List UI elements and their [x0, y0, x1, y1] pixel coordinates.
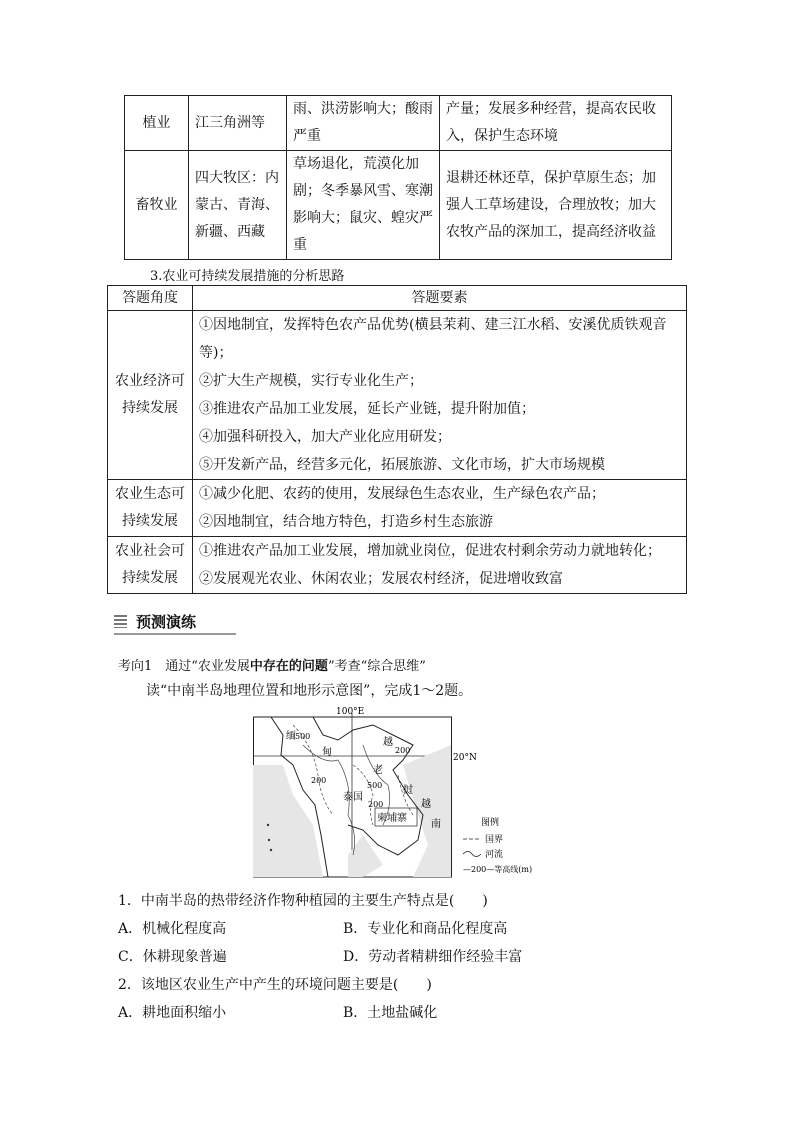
list-item: ②发展观光农业、休闲农业；发展农村经济，促进增收致富 [199, 571, 563, 587]
direction-prefix: 考向1 通过“农业发展 [118, 659, 250, 674]
table-row [108, 537, 687, 594]
practice-section-header [114, 611, 236, 635]
map-country-label: 甸 [322, 747, 332, 758]
table-row [125, 96, 672, 151]
direction-suffix: ”考查“综合思维” [327, 659, 426, 674]
table-cell: 四大牧区：内蒙古、青海、新疆、西藏 [189, 151, 287, 260]
map-country-label: 越 [421, 799, 431, 810]
table-row [108, 311, 687, 480]
list-item: ①因地制宜，发挥特色农产品优势(横县茉莉、建三江水稻、安溪优质铁观音等)； [199, 317, 667, 361]
section-title: 3.农业可持续发展措施的分析思路 [150, 269, 345, 284]
question-1-stem: 1．中南半岛的热带经济作物种植园的主要生产特点是( ) [118, 893, 488, 909]
list-item: ①推进农产品加工业发展，增加就业岗位，促进农村剩余劳动力就地转化； [199, 543, 661, 559]
row-items [193, 480, 687, 537]
list-item: ①减少化肥、农药的使用，发展绿色生态农业，生产绿色农产品； [199, 486, 605, 502]
column-header: 答题角度 [108, 286, 193, 311]
map-country-label: 缅 [286, 731, 296, 742]
list-item: ③推进农产品加工业发展，延长产业链，提升附加值； [199, 401, 535, 417]
agriculture-problems-table [124, 95, 672, 260]
table-cell: 江三角洲等 [189, 96, 287, 151]
table-row [108, 480, 687, 537]
option-d[interactable]: D．劳动者精耕细作经验丰富 [343, 949, 523, 965]
indochina-map [253, 705, 539, 878]
question-direction [118, 655, 426, 674]
row-items [193, 311, 687, 480]
row-key: 农业经济可持续发展 [108, 311, 193, 480]
option-a[interactable]: A．机械化程度高 [118, 921, 227, 937]
list-item: ④加强科研投入，加大产业化应用研发； [199, 429, 451, 445]
section-bar-icon [114, 615, 127, 628]
practice-title: 预测演练 [136, 613, 197, 631]
legend-contour: —200—等高线(m) [463, 865, 533, 874]
map-country-label: 越 [383, 737, 393, 748]
table-cell: 草场退化，荒漠化加剧；冬季暴风雪、寒潮影响大；鼠灾、蝗灾严重 [287, 151, 440, 260]
map-country-label: 柬埔寨 [377, 813, 407, 824]
table-cell: 产量；发展多种经营，提高农民收入，保护生态环境 [440, 96, 672, 151]
table-cell: 畜牧业 [125, 151, 189, 260]
contour-label: 500 [367, 781, 383, 790]
option-c[interactable]: C．休耕现象普遍 [118, 949, 227, 965]
list-item: ②因地制宜，结合地方特色，打造乡村生态旅游 [199, 514, 493, 530]
map-country-label: 泰国 [343, 792, 363, 803]
legend-river: 河流 [485, 850, 504, 860]
column-header: 答题要素 [193, 286, 687, 311]
map-country-label: 老 [373, 765, 383, 776]
table-row [125, 151, 672, 260]
contour-label: 200 [311, 776, 327, 785]
table-header-row [108, 286, 687, 311]
legend-title: 图例 [481, 818, 500, 828]
direction-bold: 中存在的问题 [249, 659, 328, 674]
contour-label: 500 [295, 732, 311, 741]
table-cell: 雨、洪涝影响大；酸雨严重 [287, 96, 440, 151]
longitude-label: 100°E [336, 707, 365, 717]
option-b[interactable]: B．土地盐碱化 [343, 1005, 438, 1021]
row-items [193, 537, 687, 594]
contour-label: 200 [368, 800, 384, 809]
contour-label: 200 [395, 746, 411, 755]
question-intro: 读“中南半岛地理位置和地形示意图”，完成1～2题。 [146, 683, 473, 699]
latitude-label: 20°N [453, 753, 477, 763]
table-cell: 退耕还林还草，保护草原生态；加强人工草场建设，合理放牧；加大农牧产品的深加工，提高经济收益 [440, 151, 672, 260]
list-item: ②扩大生产规模，实行专业化生产； [199, 373, 423, 389]
legend-border: 国界 [485, 835, 504, 845]
list-item: ⑤开发新产品，经营多元化，拓展旅游、文化市场，扩大市场规模 [199, 457, 605, 473]
question-2-stem: 2．该地区农业生产中产生的环境问题主要是( ) [118, 977, 432, 993]
row-key: 农业社会可持续发展 [108, 537, 193, 594]
map-country-label: 挝 [403, 785, 413, 796]
table-cell: 植业 [125, 96, 189, 151]
map-country-label: 南 [431, 819, 441, 830]
row-key: 农业生态可持续发展 [108, 480, 193, 537]
option-b[interactable]: B．专业化和商品化程度高 [343, 921, 508, 937]
option-a[interactable]: A．耕地面积缩小 [118, 1005, 227, 1021]
sustainable-measures-table [107, 285, 687, 594]
